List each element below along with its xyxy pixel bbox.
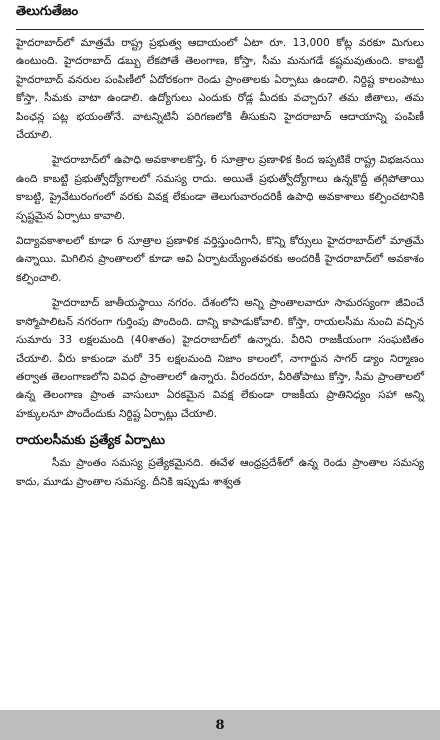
- page-footer: [0, 710, 440, 740]
- paragraph-education: విద్యావకాశాలలో కూడా 6 సూత్రాల ప్రణాళిక వర్తిస్తుందిగానీ, కొన్ని కోర్సులు హైదరాబాద్‌లో మాత్రమే ఉన్నాయి. మిగిలిన ప్రాంతాలలో కూడా అవి ఏర్పాటయ్యేంతవరకు అందరికీ హైదరాబాద్‌లో అవకాశం కల్పించాలి.: [16, 235, 424, 284]
- body-text: [16, 34, 424, 498]
- header-divider: [16, 29, 424, 30]
- section-heading: రాయలసీమకు ప్రత్యేక ఏర్పాటు: [16, 432, 165, 448]
- paragraph-cosmopolitan-city: హైదరాబాద్ జాతీయస్థాయి నగరం. దేశంలోని అన్ని ప్రాంతాలవారూ సామరస్యంగా జీవించే కాస్మోపాలిటన్ నగరంగా గుర్తింపు పొందింది. దాన్ని కాపాడుకోవాలి. కోస్తా, రాయలసీమ నుంచి వచ్చిన సుమారు 33 లక్షలమంది (40శాతం) హైదరాబాద్‌లో ఉన్నారు. వీరిని రాజకీయంగా సంఘటితం చేయాలి. వీరు కాకుండా మరో 35 లక్షలమంది నిజాం కాలంలో, నాగార్జున సాగర్ డ్యాం నిర్మాణం తర్వాత తెలంగాణలోని వివిధ ప్రాంతాలలో ఉన్నారు. వీరందరూ, వీరితోపాటు కోస్తా, సీమ ప్రాంతాలలో ఉన్న తెలంగాణ ప్రాంత వాసులూ ఏరకమైన వివక్ష లేకుండా రాజకీయ ప్రాతినిధ్యం సహా అన్ని హక్కులనూ పొందేందుకు నిర్దిష్ట ఏర్పాట్లు చేయాలి.: [16, 297, 424, 420]
- paragraph-employment: హైదరాబాద్‌లో ఉపాధి అవకాశాలకొస్తే, 6 సూత్రాల ప్రణాళిక కింద ఇప్పటికే రాష్ట్ర విభజనయి ఉంది కాబట్టి ప్రభుత్వోద్యోగాలలో సమస్య రాదు. అయితే ప్రభుత్వోద్యోగాలు ఉన్నకొద్దీ తగ్గిపోతాయి కాబట్టి, ప్రైవేటురంగంలో వరకు వివక్ష లేకుండా తెలుగువారందరికీ ఉపాధి అవకాశాలు కల్పించటానికి స్పష్టమైన ఏర్పాటు కావాలి.: [16, 154, 424, 222]
- running-header: [16, 3, 424, 21]
- book-title: తెలుగుతేజం: [16, 4, 79, 19]
- paragraph-rayalaseema: సీమ ప్రాంతం సమస్య ప్రత్యేకమైనది. ఈవేళ ఆంధ్రప్రదేశ్‌లో ఉన్న రెండు ప్రాంతాల సమస్య కాదు, మూడు ప్రాంతాల సమస్య. దీనికి ఇప్పుడు శాశ్వత: [16, 457, 424, 488]
- paragraph-hyderabad-revenue: హైదరాబాద్‌లో మాత్రమే రాష్ట్ర ప్రభుత్వ ఆదాయంలో ఏటా రూ. 13,000 కోట్ల వరకూ మిగులు ఉంటుంది. హైదరాబాద్ డబ్బు లేకపోతే తెలంగాణ, కోస్తా, సీమ మనుగడే కష్టమవుతుంది. కాబట్టి హైదరాబాద్ వనరుల పంపిణీలో ఏదోరకంగా రెండు ప్రాంతాలకు ఏర్పాటు ఉండాలి. నిర్దిష్ట కాలంపాటు కోస్తా, సీమకు వాటా ఉండాలి. ఉద్యోగులు ఎందుకు రోడ్ల మీదకు వచ్చారు? తమ జీతాలు, తమ పింఛన్ల పట్ల భయంతోనే. వాటన్నిటినీ పరిగణలోకి తీసుకుని హైదరాబాద్ ఆదాయాన్ని పంపిణీ చేయాలి.: [16, 37, 424, 142]
- page-number: 8: [215, 717, 225, 733]
